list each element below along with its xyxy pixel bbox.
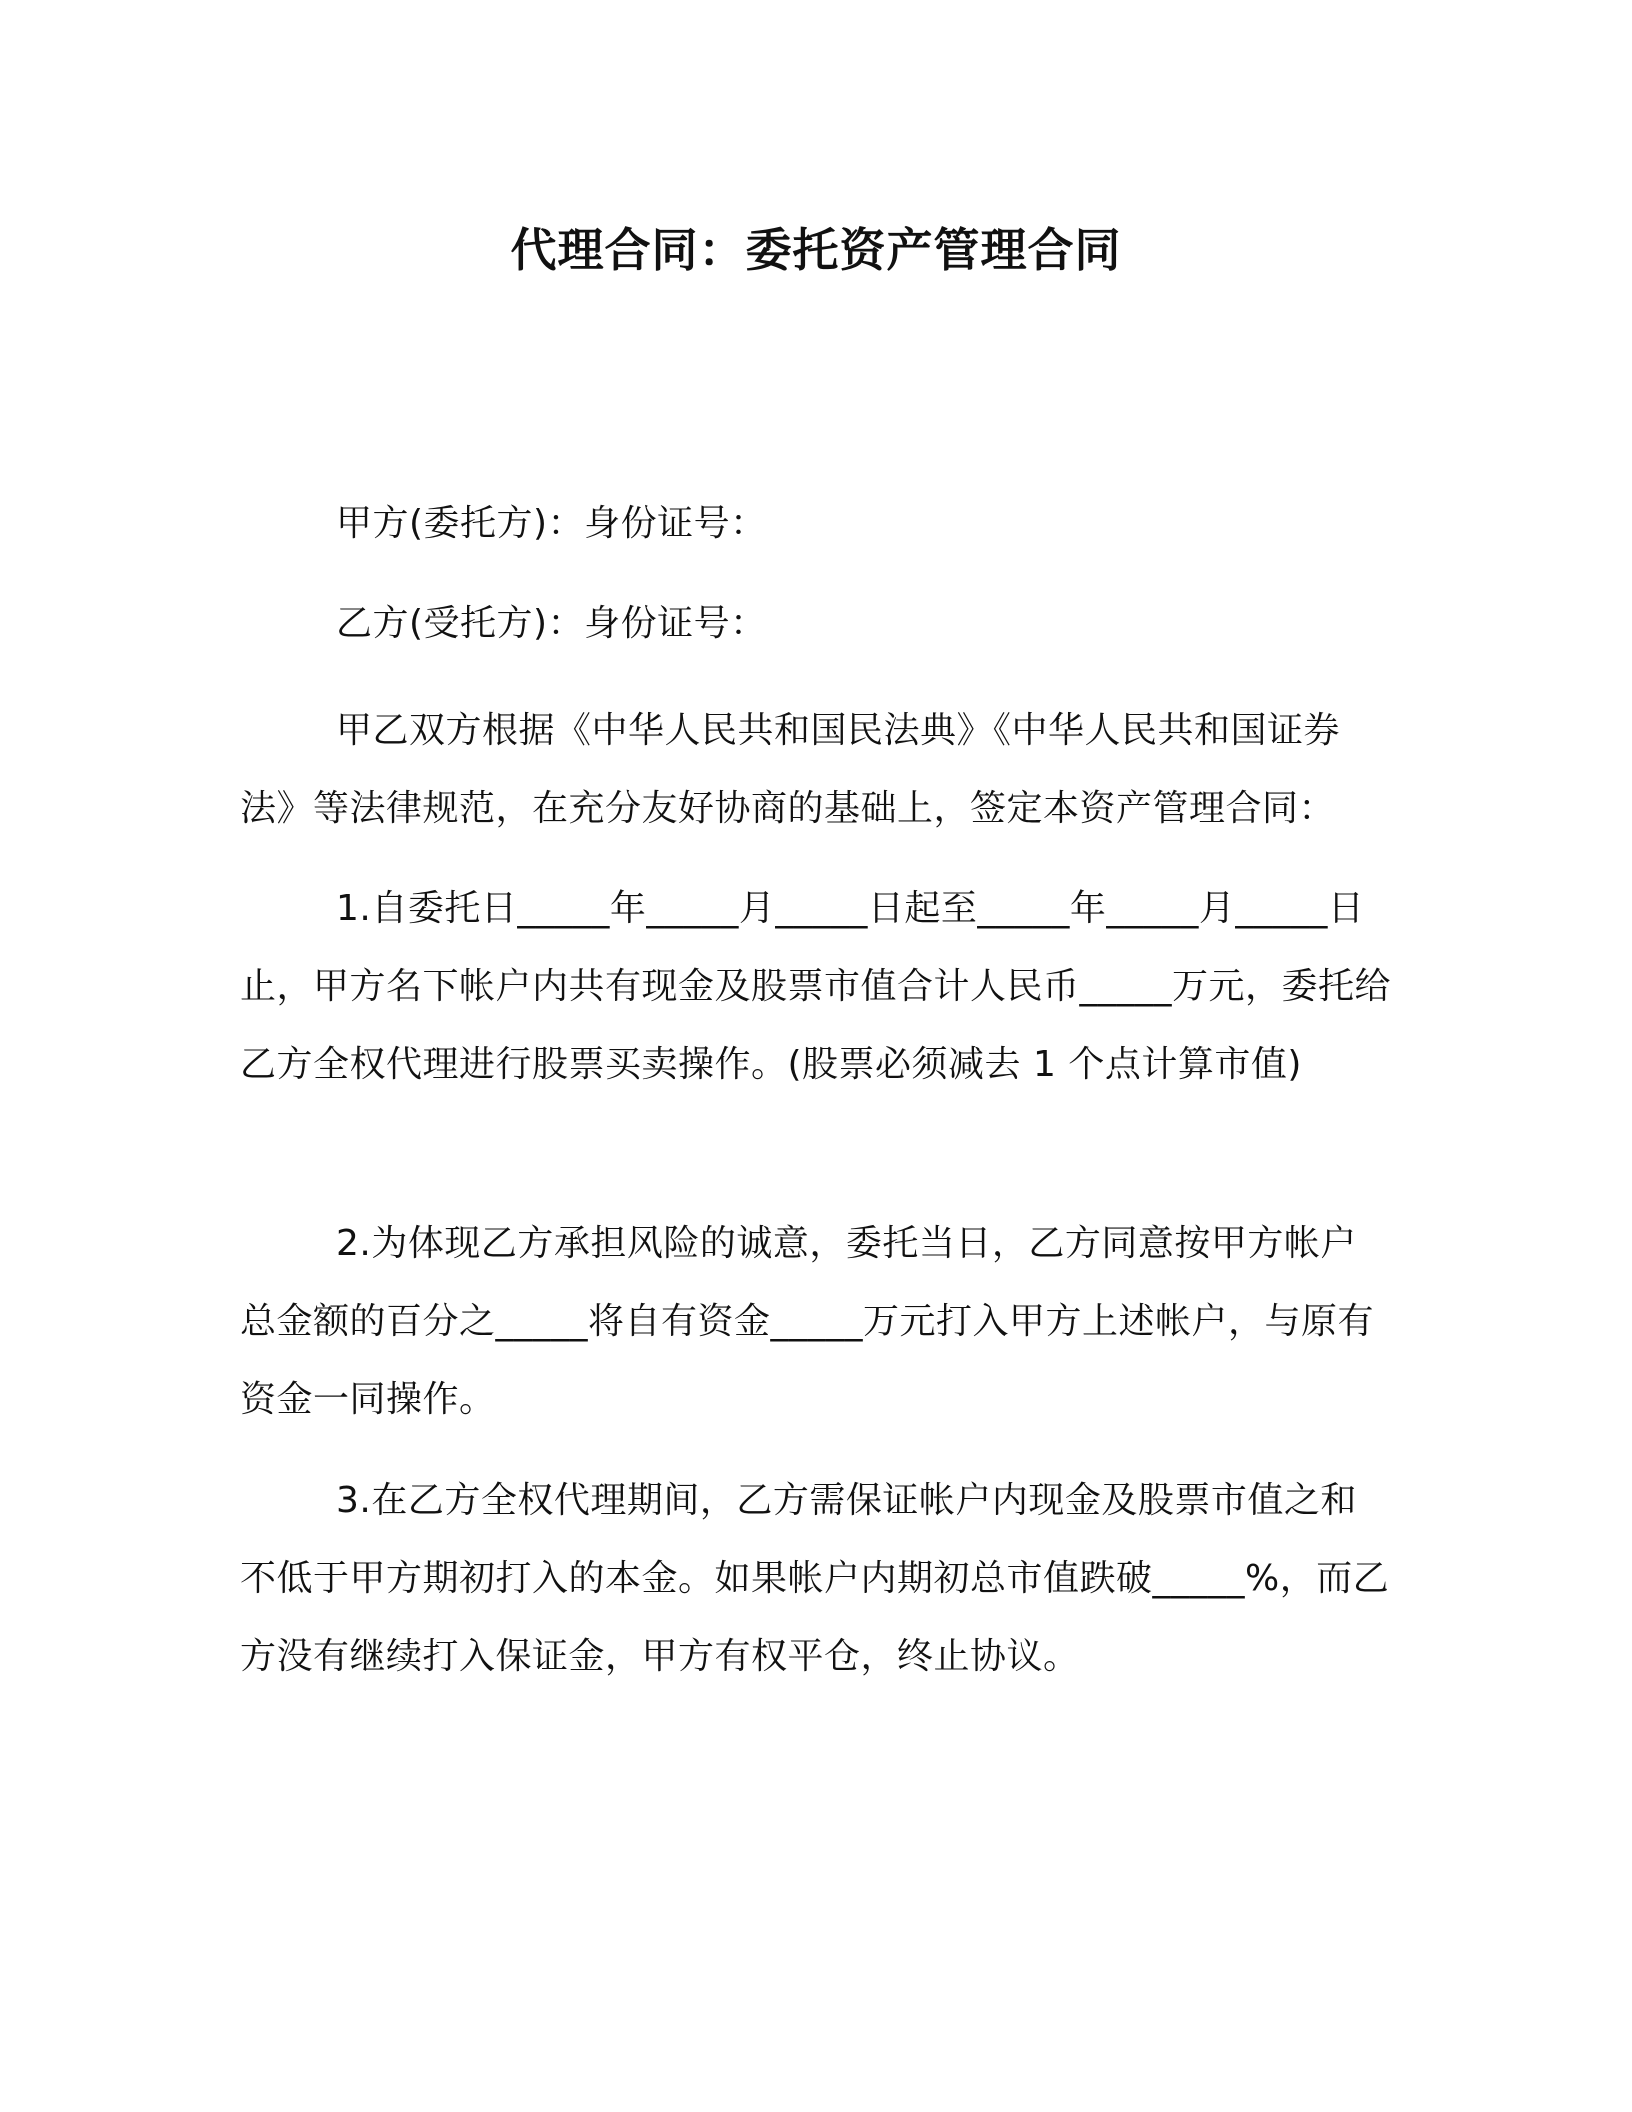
party-b-line: 乙方(受托方)：身份证号：: [336, 603, 767, 644]
clause-1-paragraph: 1.自委托日_____年_____月_____日起至_____年_____月_____日止，甲方名下帐户内共有现金及股票市值合计人民币_____万元，委托给乙方全权代理进行股票买卖操作。(股票必须减去 1 个点计算市值): [240, 888, 1392, 1085]
page-title: 代理合同：委托资产管理合同: [510, 223, 1122, 277]
preamble-paragraph: 甲乙双方根据《中华人民共和国民法典》《中华人民共和国证券法》等法律规范，在充分友好协商的基础上，签定本资产管理合同：: [240, 710, 1341, 829]
clause-3-paragraph: 3.在乙方全权代理期间，乙方需保证帐户内现金及股票市值之和不低于甲方期初打入的本金。如果帐户内期初总市值跌破_____%，而乙方没有继续打入保证金，甲方有权平仓，终止协议。: [240, 1480, 1390, 1677]
party-a-line: 甲方(委托方)：身份证号：: [336, 503, 767, 544]
clause-2-paragraph: 2.为体现乙方承担风险的诚意，委托当日，乙方同意按甲方帐户总金额的百分之_____将自有资金_____万元打入甲方上述帐户，与原有资金一同操作。: [240, 1223, 1375, 1420]
